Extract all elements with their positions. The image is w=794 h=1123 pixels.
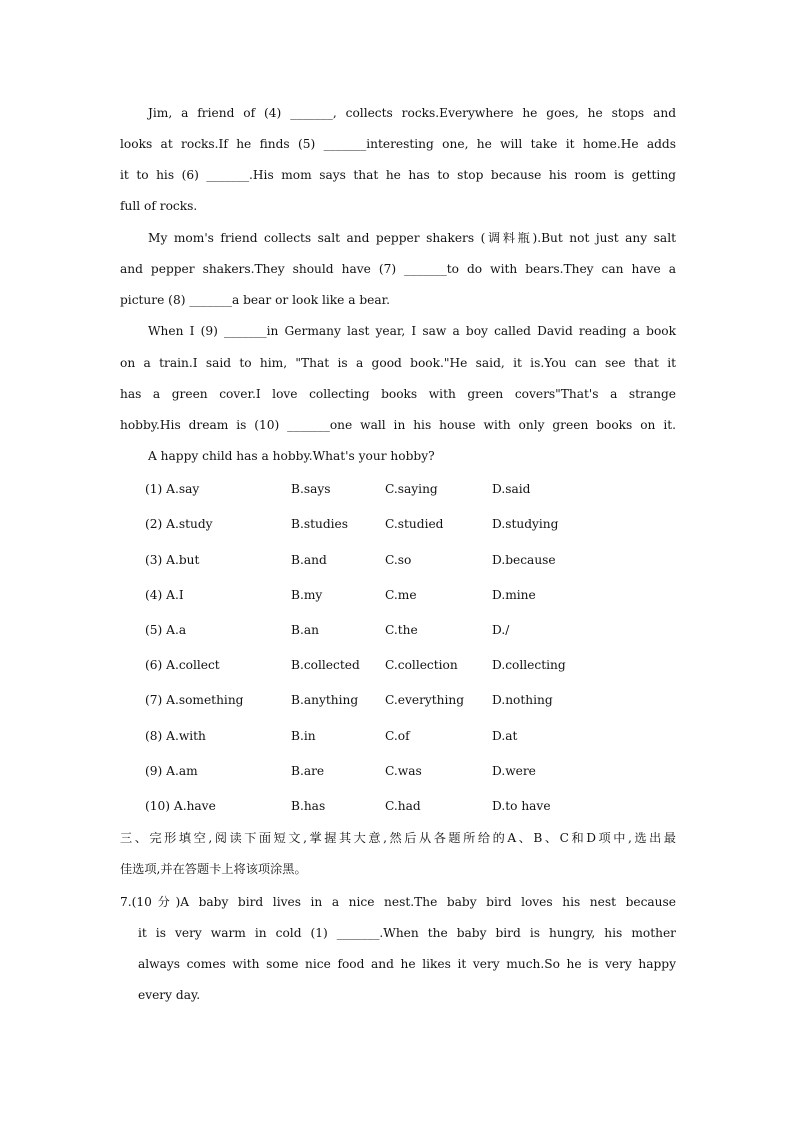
option-c: C.the (385, 623, 418, 637)
option-d: D.because (492, 553, 556, 567)
option-c: C.was (385, 764, 422, 778)
passage-line: When I (9) _______in Germany last year, I saw a boy called David reading a book (148, 324, 676, 338)
option-b: B.anything (291, 693, 359, 707)
passage-line: looks at rocks.If he finds (5) _______interesting one, he will take it home.He adds (120, 137, 676, 151)
passage-line: picture (8) _______a bear or look like a bear. (120, 293, 391, 307)
passage-line: has a green cover.I love collecting books with green covers"That's a strange (120, 387, 676, 401)
question-line: 7.(10分)A baby bird lives in a nice nest.The baby bird loves his nest because (120, 895, 676, 909)
option-b: B.in (291, 729, 316, 743)
option-b: B.has (291, 799, 326, 813)
passage-line: My mom's friend collects salt and pepper shakers (调料瓶).But not just any salt (148, 231, 676, 245)
option-a: (8) A.with (145, 729, 206, 743)
option-c: C.saying (385, 482, 438, 496)
option-c: C.had (385, 799, 421, 813)
option-c: C.so (385, 553, 412, 567)
option-b: B.collected (291, 658, 360, 672)
option-b: B.says (291, 482, 331, 496)
passage-line: it to his (6) _______.His mom says that he has to stop because his room is getting (120, 168, 676, 182)
option-a: (4) A.I (145, 588, 184, 602)
passage-line: Jim, a friend of (4) _______, collects rocks.Everywhere he goes, he stops and (148, 106, 676, 120)
option-a: (6) A.collect (145, 658, 220, 672)
option-d: D.studying (492, 517, 559, 531)
option-b: B.my (291, 588, 323, 602)
option-a: (3) A.but (145, 553, 200, 567)
option-a: (10) A.have (145, 799, 216, 813)
option-a: (2) A.study (145, 517, 213, 531)
passage-line: A happy child has a hobby.What's your hobby? (148, 449, 435, 463)
option-c: C.of (385, 729, 410, 743)
option-c: C.collection (385, 658, 458, 672)
section-heading: 三、完形填空,阅读下面短文,掌握其大意,然后从各题所给的A、B、C和D项中,选出最 (120, 831, 676, 845)
option-d: D.nothing (492, 693, 553, 707)
option-a: (7) A.something (145, 693, 244, 707)
option-d: D.collecting (492, 658, 566, 672)
option-b: B.studies (291, 517, 348, 531)
option-a: (9) A.am (145, 764, 198, 778)
option-d: D.at (492, 729, 518, 743)
option-d: D.were (492, 764, 536, 778)
option-d: D./ (492, 623, 510, 637)
option-c: C.everything (385, 693, 465, 707)
option-a: (5) A.a (145, 623, 187, 637)
passage-line: hobby.His dream is (10) _______one wall in his house with only green books on it. (120, 418, 676, 432)
option-c: C.studied (385, 517, 444, 531)
option-b: B.are (291, 764, 325, 778)
option-d: D.mine (492, 588, 536, 602)
option-b: B.and (291, 553, 327, 567)
option-c: C.me (385, 588, 417, 602)
passage-line: full of rocks. (120, 199, 198, 213)
option-a: (1) A.say (145, 482, 200, 496)
passage-line: and pepper shakers.They should have (7) _______to do with bears.They can have a (120, 262, 676, 276)
passage-line: on a train.I said to him, "That is a good book."He said, it is.You can see that it (120, 356, 676, 370)
option-b: B.an (291, 623, 319, 637)
question-line: it is very warm in cold (1) _______.When the baby bird is hungry, his mother (138, 926, 676, 940)
section-heading-cont: 佳选项,并在答题卡上将该项涂黑。 (120, 862, 307, 876)
question-line: always comes with some nice food and he likes it very much.So he is very happy (138, 957, 676, 971)
question-line: every day. (138, 988, 201, 1002)
option-d: D.said (492, 482, 531, 496)
option-d: D.to have (492, 799, 551, 813)
